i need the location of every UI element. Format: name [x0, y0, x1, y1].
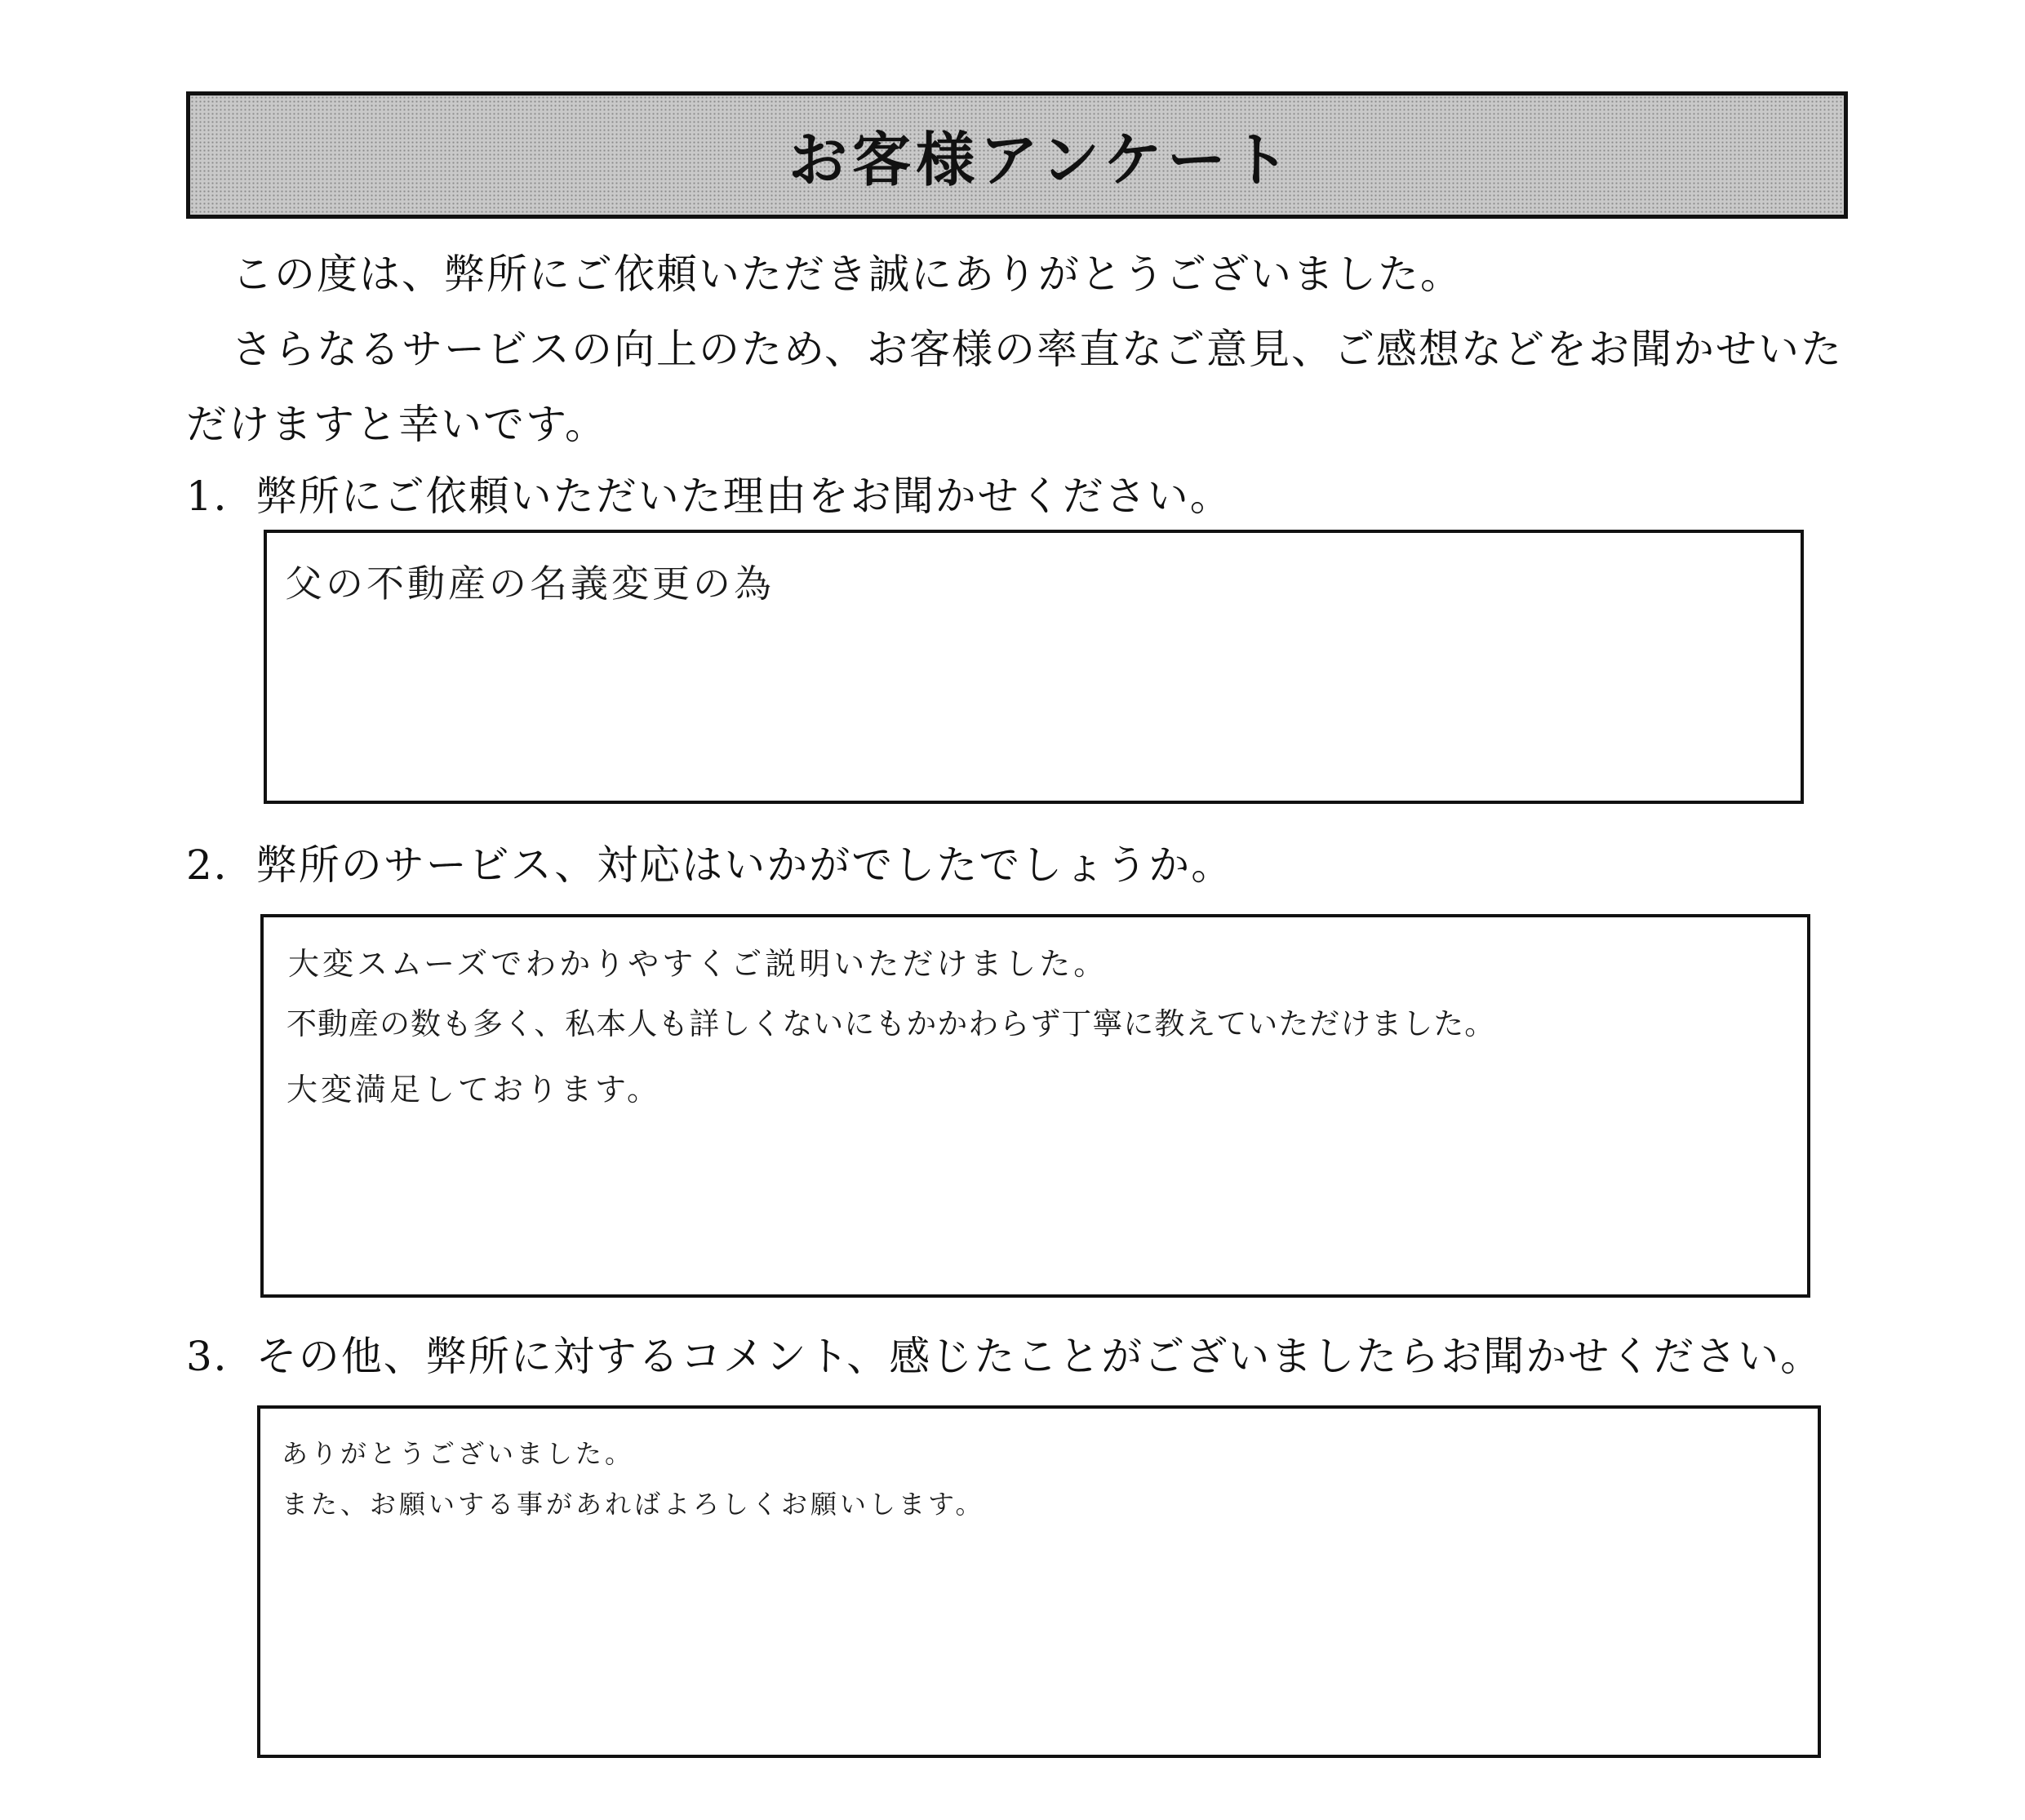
answer-box-1	[264, 530, 1804, 804]
intro-line-2: さらなるサービスの向上のため、お客様の率直なご意見、ご感想などをお聞かせいただけますと幸いです。	[186, 326, 1843, 448]
answer-1-line-1: 父の不動産の名義変更の為	[285, 562, 775, 606]
intro-text	[186, 237, 1851, 462]
answer-2-line-2: 不動産の数も多く、私本人も詳しくないにもかかわらず丁寧に教えていただけました。	[286, 1006, 1496, 1041]
answer-2-line-3: 大変満足しております。	[286, 1072, 661, 1108]
question-2: 2．弊所のサービス、対応はいかがでしたでしょうか。	[186, 841, 1234, 889]
title-banner	[186, 91, 1848, 219]
answer-box-2	[260, 914, 1810, 1298]
question-3: 3．その他、弊所に対するコメント、感じたことがございましたらお聞かせください。	[186, 1333, 1823, 1380]
answer-2-line-1: 大変スムーズでわかりやすくご説明いただけました。	[288, 946, 1108, 982]
answer-3-line-2: また、お願いする事があればよろしくお願いします。	[282, 1489, 985, 1520]
page-title: お客様アンケート	[788, 125, 1294, 194]
question-1: 1．弊所にご依頼いただいた理由をお聞かせください。	[186, 473, 1232, 520]
answer-box-3	[257, 1405, 1821, 1758]
intro-line-1: この度は、弊所にご依頼いただき誠にありがとうございました。	[232, 251, 1463, 298]
answer-3-line-1: ありがとうございました。	[282, 1438, 635, 1469]
